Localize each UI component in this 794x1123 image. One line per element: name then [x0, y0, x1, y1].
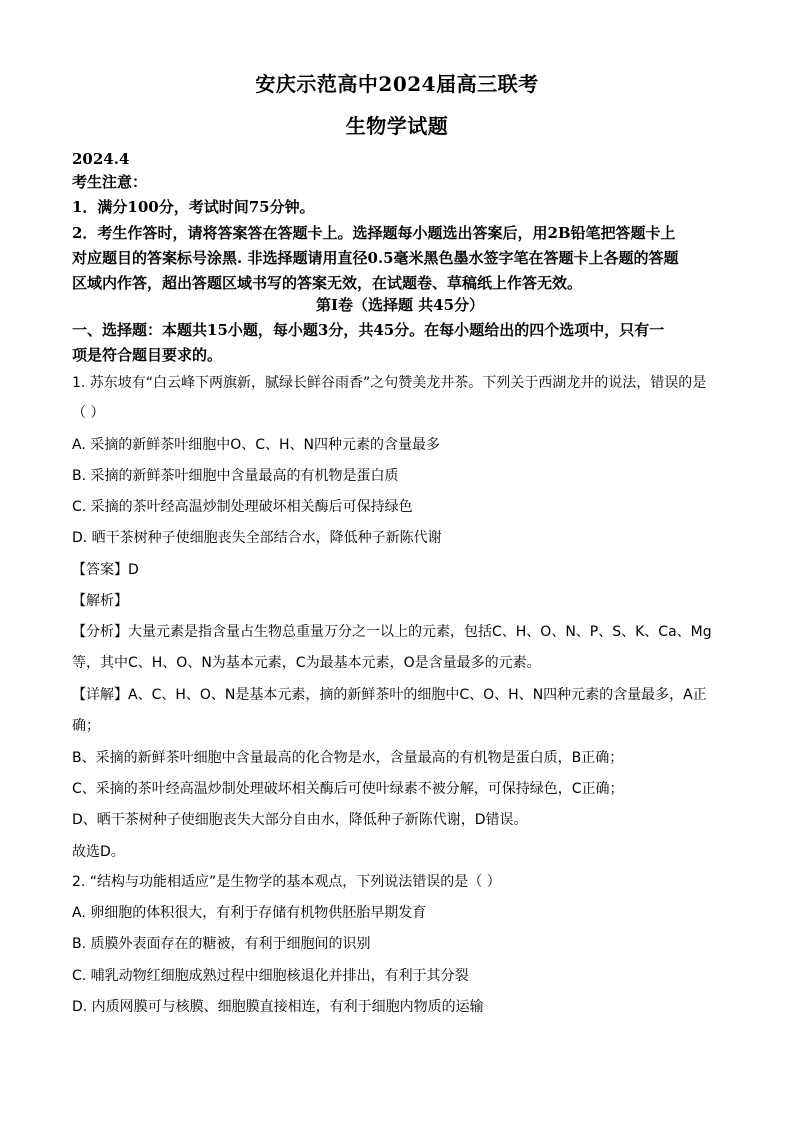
q1-jiexi-label: 【解析】 — [72, 593, 128, 609]
q1-option-c: C. 采摘的茶叶经高温炒制处理破坏相关酶后可保持绿色 — [72, 499, 413, 515]
q1-detail-line-2: 确； — [72, 718, 100, 734]
exam-subtitle: 生物学试题 — [345, 114, 449, 138]
q1-option-d: D. 晒干茶树种子使细胞丧失全部结合水，降低种子新陈代谢 — [72, 530, 442, 546]
q1-option-b: B. 采摘的新鲜茶叶细胞中含量最高的有机物是蛋白质 — [72, 468, 399, 484]
section-instruction-line-2: 项是符合题目要求的。 — [72, 346, 223, 364]
notice-item-1: 1．满分100分，考试时间75分钟。 — [72, 198, 315, 216]
part1-title: 第I卷（选择题 共45分） — [315, 296, 485, 314]
q1-stem-line-1: 1. 苏东坡有“白云峰下两旗新，腻绿长鲜谷雨香”之句赞美龙井茶。下列关于西湖龙井的说法，错误的是 — [72, 375, 707, 391]
section-instruction-line-1: 一、选择题：本题共15小题，每小题3分，共45分。在每小题给出的四个选项中，只有一 — [72, 321, 665, 339]
notice-label: 考生注意： — [72, 173, 148, 191]
exam-title: 安庆示范高中2024届高三联考 — [255, 72, 539, 96]
q1-conclusion: 故选D。 — [72, 844, 125, 860]
q1-detail-line-3: B、采摘的新鲜茶叶细胞中含量最高的化合物是水，含量最高的有机物是蛋白质，B正确； — [72, 750, 624, 766]
q1-detail-line-4: C、采摘的茶叶经高温炒制处理破坏相关酶后可使叶绿素不被分解，可保持绿色，C正确； — [72, 781, 624, 797]
notice-item-2-line-1: 2．考生作答时，请将答案答在答题卡上。选择题每小题选出答案后，用2B铅笔把答题卡上 — [72, 224, 676, 242]
q2-option-d: D. 内质网膜可与核膜、细胞膜直接相连，有利于细胞内物质的运输 — [72, 999, 484, 1015]
q1-detail-line-1: 【详解】A、C、H、O、N是基本元素，摘的新鲜茶叶的细胞中C、O、H、N四种元素的含量最多，A正 — [72, 687, 707, 703]
q2-stem: 2. “结构与功能相适应”是生物学的基本观点，下列说法错误的是（ ） — [72, 874, 501, 890]
q2-option-b: B. 质膜外表面存在的糖被，有利于细胞间的识别 — [72, 936, 371, 952]
q1-answer: 【答案】D — [72, 562, 139, 578]
q1-stem-line-2: （ ） — [72, 405, 105, 421]
q2-option-c: C. 哺乳动物红细胞成熟过程中细胞核退化并排出，有利于其分裂 — [72, 968, 469, 984]
q1-detail-line-5: D、晒干茶树种子使细胞丧失大部分自由水，降低种子新陈代谢，D错误。 — [72, 812, 528, 828]
q2-option-a: A. 卵细胞的体积很大，有利于存储有机物供胚胎早期发育 — [72, 905, 427, 921]
q1-analysis-line-1: 【分析】大量元素是指含量占生物总重量万分之一以上的元素，包括C、H、O、N、P、S、K、Ca、Mg — [72, 624, 712, 640]
q1-option-a: A. 采摘的新鲜茶叶细胞中O、C、H、N四种元素的含量最多 — [72, 437, 441, 453]
q1-analysis-line-2: 等，其中C、H、O、N为基本元素，C为最基本元素，O是含量最多的元素。 — [72, 655, 541, 671]
notice-item-2-line-2: 对应题目的答案标号涂黑. 非选择题请用直径0.5毫米黑色墨水签字笔在答题卡上各题的答题 — [72, 249, 679, 267]
notice-item-2-line-3: 区域内作答，超出答题区域书写的答案无效，在试题卷、草稿纸上作答无效。 — [72, 274, 583, 292]
exam-date: 2024.4 — [72, 150, 130, 168]
